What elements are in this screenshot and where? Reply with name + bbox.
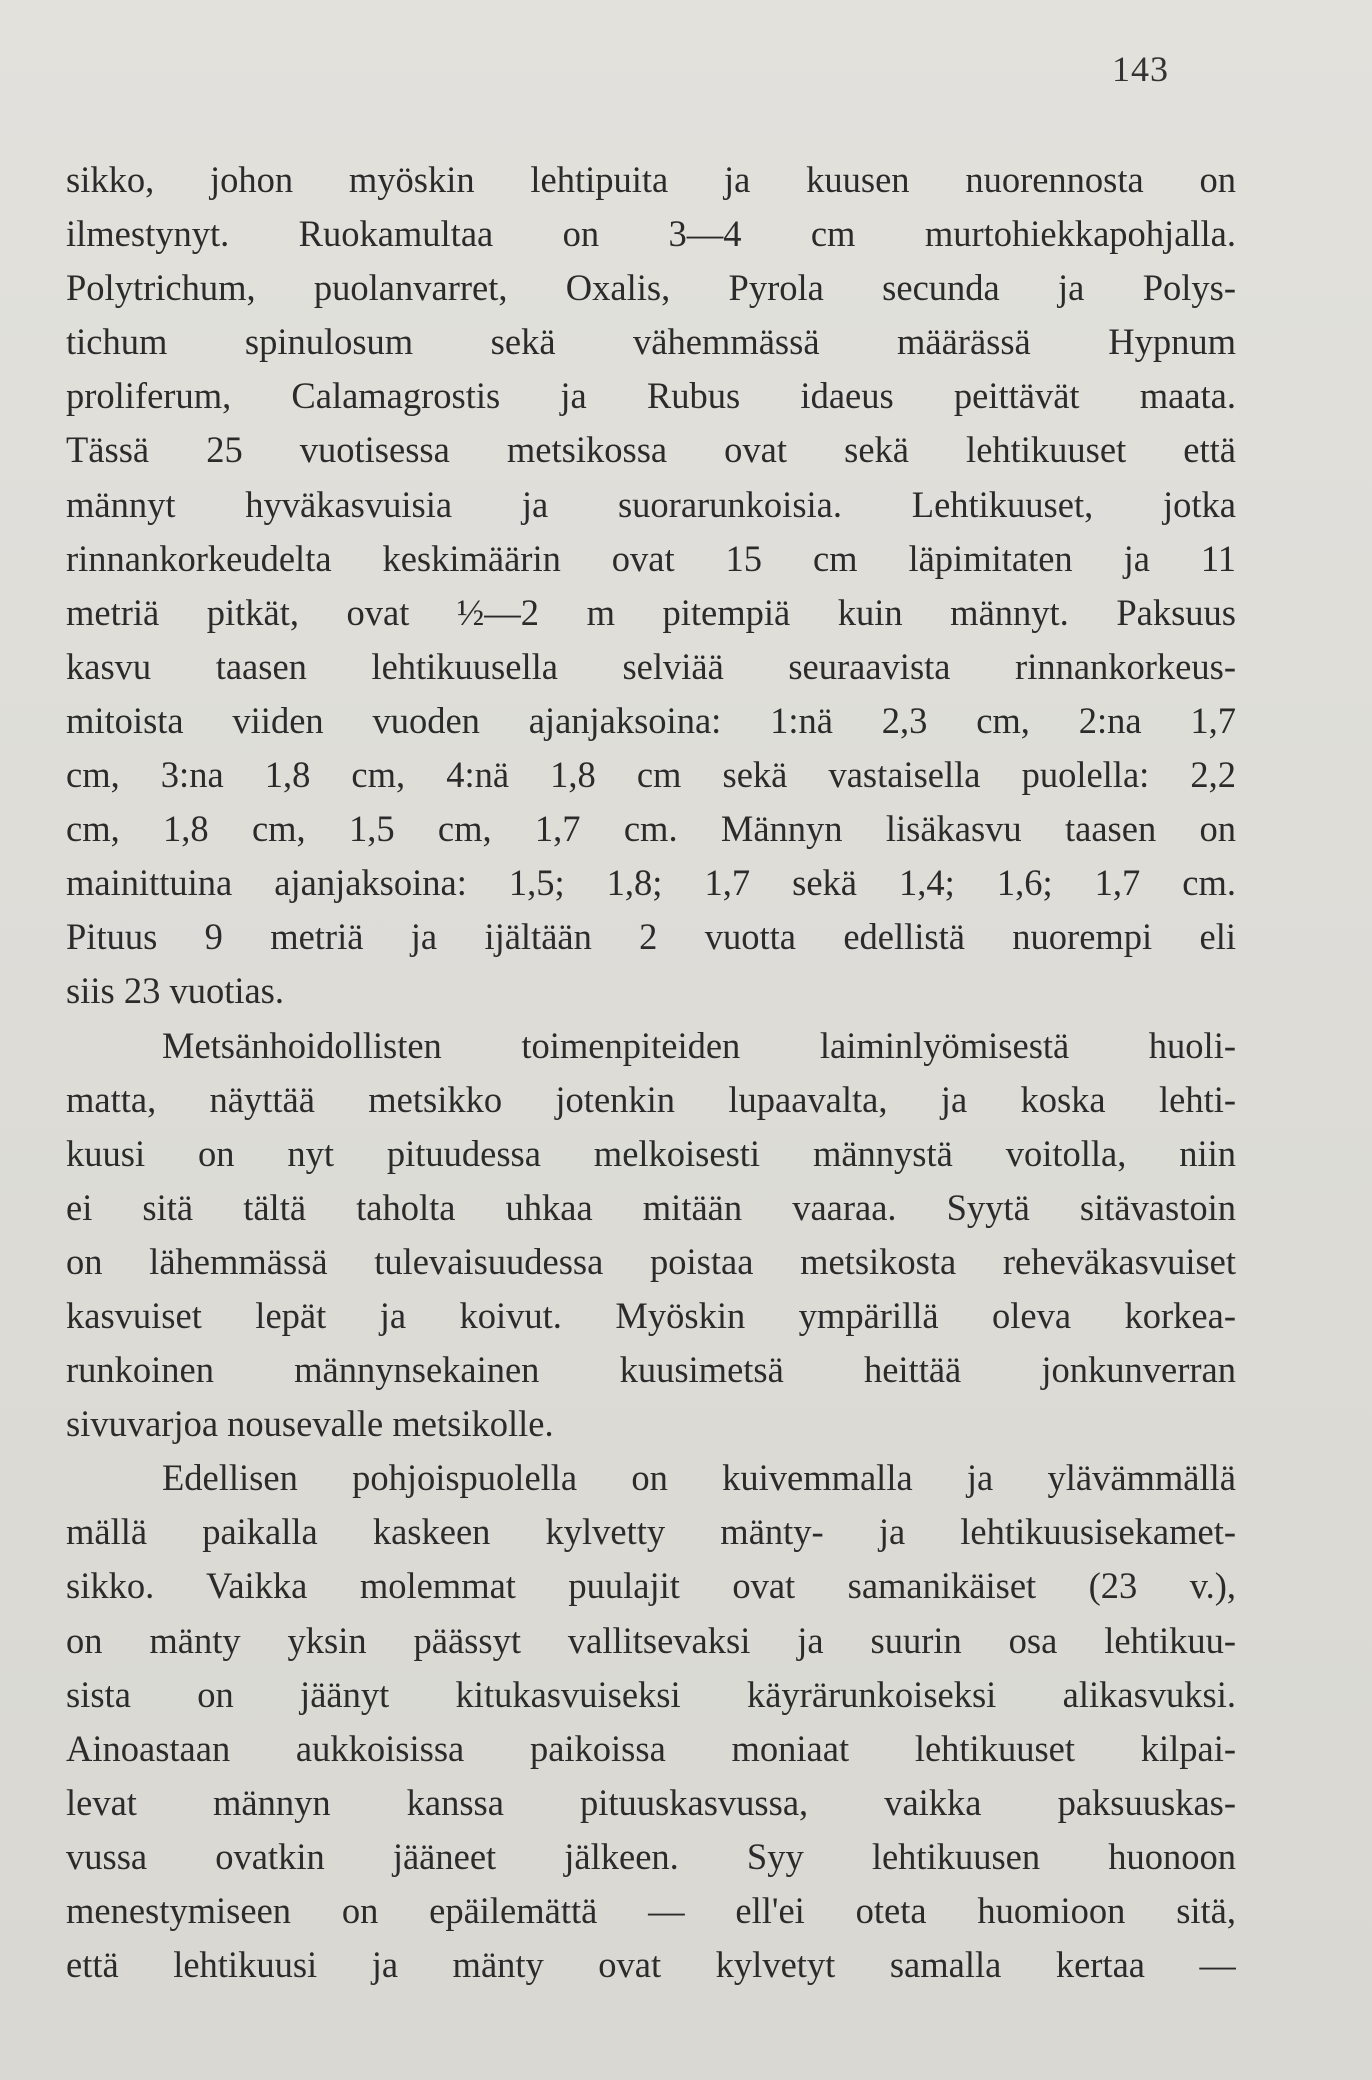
text-line: proliferum, Calamagrostis ja Rubus idaeus peittävät maata.	[66, 375, 1236, 417]
text-line: ilmestynyt. Ruokamultaa on 3—4 cm murtohiekkapohjalla.	[66, 213, 1236, 255]
text-line: sikko. Vaikka molemmat puulajit ovat samanikäiset (23 v.),	[66, 1565, 1236, 1607]
page-number: 143	[1112, 49, 1169, 89]
text-line: cm, 3:na 1,8 cm, 4:nä 1,8 cm sekä vastaisella puolella: 2,2	[66, 754, 1236, 796]
text-line: tichum spinulosum sekä vähemmässä määrässä Hypnum	[66, 321, 1236, 363]
text-line: siis 23 vuotias.	[66, 970, 285, 1012]
text-line: metriä pitkät, ovat ½—2 m pitempiä kuin männyt. Paksuus	[66, 591, 1236, 633]
text-line: runkoinen männynsekainen kuusimetsä heittää jonkunverran	[66, 1349, 1236, 1391]
text-line: sivuvarjoa nousevalle metsikolle.	[66, 1403, 554, 1445]
text-line: mainittuina ajanjaksoina: 1,5; 1,8; 1,7 sekä 1,4; 1,6; 1,7 cm.	[66, 862, 1236, 904]
text-line: on mänty yksin päässyt vallitsevaksi ja suurin osa lehtikuu-	[66, 1619, 1236, 1661]
text-line: menestymiseen on epäilemättä — ell'ei oteta huomioon sitä,	[66, 1890, 1236, 1931]
text-line: matta, näyttää metsikko jotenkin lupaavalta, ja koska lehti-	[66, 1078, 1236, 1120]
text-line: että lehtikuusi ja mänty ovat kylvetyt samalla kertaa —	[66, 1944, 1236, 1986]
text-line: ei sitä tältä taholta uhkaa mitään vaaraa. Syytä sitävastoin	[66, 1186, 1236, 1228]
text-line: kasvu taasen lehtikuusella selviää seuraavista rinnankorkeus-	[66, 645, 1236, 687]
text-line: levat männyn kanssa pituuskasvussa, vaikka paksuuskas-	[66, 1781, 1236, 1823]
text-line: Polytrichum, puolanvarret, Oxalis, Pyrola secunda ja Polys-	[66, 267, 1236, 309]
text-line: mällä paikalla kaskeen kylvetty mänty- ja lehtikuusisekamet-	[66, 1511, 1236, 1553]
text-line: vussa ovatkin jääneet jälkeen. Syy lehtikuusen huonoon	[66, 1835, 1236, 1877]
text-line: rinnankorkeudelta keskimäärin ovat 15 cm läpimitaten ja 11	[66, 537, 1236, 579]
text-line: Pituus 9 metriä ja ijältään 2 vuotta edellistä nuorempi eli	[66, 916, 1236, 958]
text-line: Tässä 25 vuotisessa metsikossa ovat sekä lehtikuuset että	[66, 429, 1236, 471]
text-line: Edellisen pohjoispuolella on kuivemmalla ja ylävämmällä	[162, 1457, 1236, 1499]
text-line: Metsänhoidollisten toimenpiteiden laiminlyömisestä huoli-	[162, 1024, 1236, 1066]
text-line: cm, 1,8 cm, 1,5 cm, 1,7 cm. Männyn lisäkasvu taasen on	[66, 808, 1236, 850]
text-line: Ainoastaan aukkoisissa paikoissa moniaat lehtikuuset kilpai-	[66, 1727, 1236, 1769]
text-line: kasvuiset lepät ja koivut. Myöskin ympärillä oleva korkea-	[66, 1294, 1236, 1336]
text-line: mitoista viiden vuoden ajanjaksoina: 1:nä 2,3 cm, 2:na 1,7	[66, 699, 1236, 741]
text-line: sikko, johon myöskin lehtipuita ja kuusen nuorennosta on	[66, 159, 1236, 200]
text-line: männyt hyväkasvuisia ja suorarunkoisia. Lehtikuuset, jotka	[66, 483, 1236, 525]
body-text	[66, 153, 1236, 1992]
text-line: on lähemmässä tulevaisuudessa poistaa metsikosta reheväkasvuiset	[66, 1240, 1236, 1282]
text-line: sista on jäänyt kitukasvuiseksi käyrärunkoiseksi alikasvuksi.	[66, 1673, 1236, 1715]
text-line: kuusi on nyt pituudessa melkoisesti männystä voitolla, niin	[66, 1132, 1236, 1174]
